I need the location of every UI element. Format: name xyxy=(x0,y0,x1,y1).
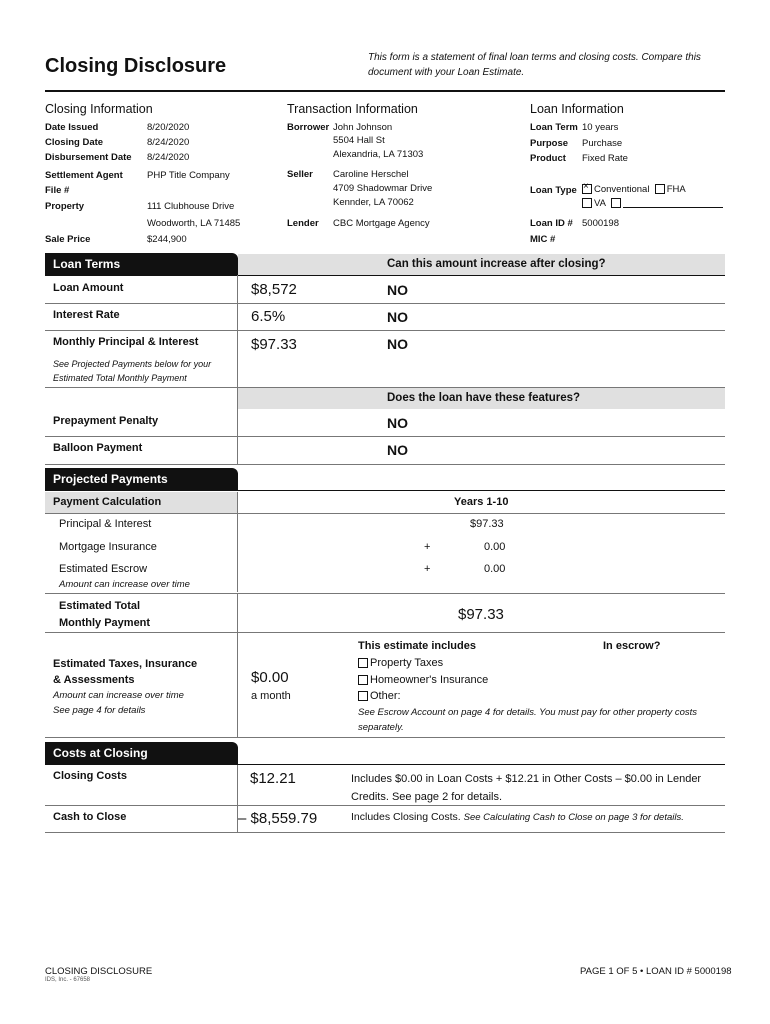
features-divider xyxy=(237,388,238,465)
loan-info-heading: Loan Information xyxy=(530,102,624,116)
sale-price-value: $244,900 xyxy=(147,234,187,245)
estimated-total-label2: Monthly Payment xyxy=(59,617,151,629)
loan-id-label: Loan ID # xyxy=(530,218,573,229)
other-type-checkbox[interactable] xyxy=(611,198,621,208)
footer-left: CLOSING DISCLOSURE xyxy=(45,966,153,977)
loan-term-label: Loan Term xyxy=(530,122,578,133)
estimate-includes-label: This estimate includes xyxy=(358,640,476,652)
prepayment-penalty-label: Prepayment Penalty xyxy=(53,415,159,427)
borrower-addr1: 5504 Hall St xyxy=(333,135,385,146)
escrow-note: Amount can increase over time xyxy=(59,579,190,590)
disbursement-date-value: 8/24/2020 xyxy=(147,152,190,163)
taxes-label2: & Assessments xyxy=(53,674,135,686)
va-label: VA xyxy=(594,198,606,209)
loan-terms-rule xyxy=(45,275,725,276)
row-rule xyxy=(45,737,725,738)
option-other xyxy=(358,690,401,702)
seller-label: Seller xyxy=(287,169,313,180)
property-line1: 111 Clubhouse Drive xyxy=(147,201,235,212)
other-checkbox[interactable] xyxy=(358,691,368,701)
features-question: Does the loan have these features? xyxy=(238,388,725,409)
calc-divider xyxy=(237,492,238,592)
row-rule xyxy=(45,513,725,514)
loan-terms-heading: Loan Terms xyxy=(45,253,238,275)
disbursement-date-label: Disbursement Date xyxy=(45,152,132,163)
lender-value: CBC Mortgage Agency xyxy=(333,218,430,229)
closing-costs-label: Closing Costs xyxy=(53,770,127,782)
taxes-period: a month xyxy=(251,690,291,702)
product-value: Fixed Rate xyxy=(582,153,628,164)
purpose-value: Purchase xyxy=(582,138,623,149)
total-divider xyxy=(237,594,238,632)
row-rule xyxy=(45,632,725,633)
other-label: Other: xyxy=(370,690,401,702)
fha-checkbox[interactable] xyxy=(655,184,665,194)
file-label: File # xyxy=(45,185,70,196)
row-rule xyxy=(45,330,725,331)
loan-type-label: Loan Type xyxy=(530,185,577,196)
balloon-payment-label: Balloon Payment xyxy=(53,442,143,454)
product-label: Product xyxy=(530,153,566,164)
loan-terms-divider xyxy=(237,275,238,387)
option-homeowners-insurance xyxy=(358,674,488,686)
projected-payments-heading: Projected Payments xyxy=(45,468,238,490)
costs-at-closing-heading: Costs at Closing xyxy=(45,742,238,764)
other-type-line xyxy=(623,198,723,208)
property-taxes-checkbox[interactable] xyxy=(358,658,368,668)
in-escrow-label: In escrow? xyxy=(603,640,661,652)
closing-date-label: Closing Date xyxy=(45,137,104,148)
monthly-pi-value: $97.33 xyxy=(251,336,297,353)
row-rule xyxy=(45,593,725,594)
closing-info-heading: Closing Information xyxy=(45,102,153,116)
estimated-total-value: $97.33 xyxy=(458,606,504,623)
mic-label: MIC # xyxy=(530,234,556,245)
settlement-agent-value: PHP Title Company xyxy=(147,170,230,181)
pi-label: Principal & Interest xyxy=(59,518,152,530)
seller-name: Caroline Herschel xyxy=(333,169,409,180)
loan-type-row1 xyxy=(582,184,686,195)
lender-label: Lender xyxy=(287,218,319,229)
seller-addr2: Kennder, LA 70062 xyxy=(333,197,414,208)
cash-desc-main: Includes Closing Costs. xyxy=(351,811,464,823)
loan-amount-value: $8,572 xyxy=(251,281,297,298)
intro-text: This form is a statement of final loan terms and closing costs. Compare this document with your Loan Estimate. xyxy=(368,52,701,78)
taxes-note2: See page 4 for details xyxy=(53,705,146,716)
escrow-plus: + xyxy=(424,563,431,575)
footer-right: PAGE 1 OF 5 • LOAN ID # 5000198 xyxy=(580,966,732,977)
costs-rule xyxy=(45,764,725,765)
pi-value: $97.33 xyxy=(470,518,504,530)
borrower-addr2: Alexandria, LA 71303 xyxy=(333,149,424,160)
loan-id-value: 5000198 xyxy=(582,218,619,229)
fha-label: FHA xyxy=(666,184,686,195)
purpose-label: Purpose xyxy=(530,138,569,149)
projected-rule xyxy=(45,490,725,491)
row-rule xyxy=(45,805,725,806)
loan-type-row2 xyxy=(582,198,723,209)
balloon-payment-answer: NO xyxy=(387,442,408,458)
option-property-taxes xyxy=(358,657,443,669)
loan-amount-label: Loan Amount xyxy=(53,282,124,294)
homeowners-insurance-label: Homeowner's Insurance xyxy=(370,674,489,686)
seller-addr1: 4709 Shadowmar Drive xyxy=(333,183,433,194)
prepayment-penalty-answer: NO xyxy=(387,415,408,431)
years-header: Years 1-10 xyxy=(454,496,509,508)
row-rule xyxy=(45,436,725,437)
date-issued-value: 8/20/2020 xyxy=(147,122,190,133)
settlement-agent-label: Settlement Agent xyxy=(45,170,123,181)
homeowners-insurance-checkbox[interactable] xyxy=(358,675,368,685)
mortgage-insurance-value: 0.00 xyxy=(484,541,506,553)
loan-terms-question: Can this amount increase after closing? xyxy=(238,254,725,275)
interest-rate-label: Interest Rate xyxy=(53,309,120,321)
borrower-label: Borrower xyxy=(287,122,330,133)
sale-price-label: Sale Price xyxy=(45,234,91,245)
closing-date-value: 8/24/2020 xyxy=(147,137,190,148)
transaction-info-heading: Transaction Information xyxy=(287,102,418,116)
closing-costs-value: $12.21 xyxy=(250,770,296,787)
mi-plus: + xyxy=(424,541,431,553)
cash-to-close-description xyxy=(351,811,684,823)
loan-amount-answer: NO xyxy=(387,282,408,298)
va-checkbox[interactable] xyxy=(582,198,592,208)
taxes-label1: Estimated Taxes, Insurance xyxy=(53,658,198,670)
monthly-pi-label: Monthly Principal & Interest xyxy=(53,336,199,348)
conventional-checkbox[interactable] xyxy=(582,184,592,194)
property-taxes-label: Property Taxes xyxy=(370,657,444,669)
footer-left-small: IDS, Inc. - 67658 xyxy=(45,977,91,983)
loan-term-value: 10 years xyxy=(582,122,619,133)
cash-desc-note: See Calculating Cash to Close on page 3 for details. xyxy=(463,812,684,823)
interest-rate-answer: NO xyxy=(387,309,408,325)
estimated-escrow-value: 0.00 xyxy=(484,563,506,575)
row-rule xyxy=(45,832,725,833)
monthly-pi-answer: NO xyxy=(387,336,408,352)
escrow-detail-note: See Escrow Account on page 4 for details. You must pay for other property costs separately. xyxy=(358,707,698,733)
mortgage-insurance-label: Mortgage Insurance xyxy=(59,541,157,553)
taxes-note1: Amount can increase over time xyxy=(53,690,184,701)
interest-rate-value: 6.5% xyxy=(251,308,286,325)
taxes-amount: $0.00 xyxy=(251,669,289,686)
header-rule xyxy=(45,90,725,92)
cash-to-close-label: Cash to Close xyxy=(53,811,127,823)
conventional-label: Conventional xyxy=(594,184,650,195)
monthly-pi-note: See Projected Payments below for your Estimated Total Monthly Payment xyxy=(53,359,212,383)
closing-costs-description: Includes $0.00 in Loan Costs + $12.21 in Other Costs – $0.00 in Lender Credits. See page 2 for details. xyxy=(351,773,702,803)
date-issued-label: Date Issued xyxy=(45,122,99,133)
property-line2: Woodworth, LA 71485 xyxy=(147,218,241,229)
borrower-name: John Johnson xyxy=(333,122,393,133)
property-label: Property xyxy=(45,201,85,212)
estimated-total-label1: Estimated Total xyxy=(59,600,141,612)
row-rule xyxy=(45,464,725,465)
row-rule xyxy=(45,303,725,304)
taxes-divider xyxy=(237,633,238,737)
cash-to-close-value: – $8,559.79 xyxy=(238,810,318,827)
payment-calculation-label: Payment Calculation xyxy=(45,492,238,513)
page-title: Closing Disclosure xyxy=(45,55,227,77)
estimated-escrow-label: Estimated Escrow xyxy=(59,563,148,575)
